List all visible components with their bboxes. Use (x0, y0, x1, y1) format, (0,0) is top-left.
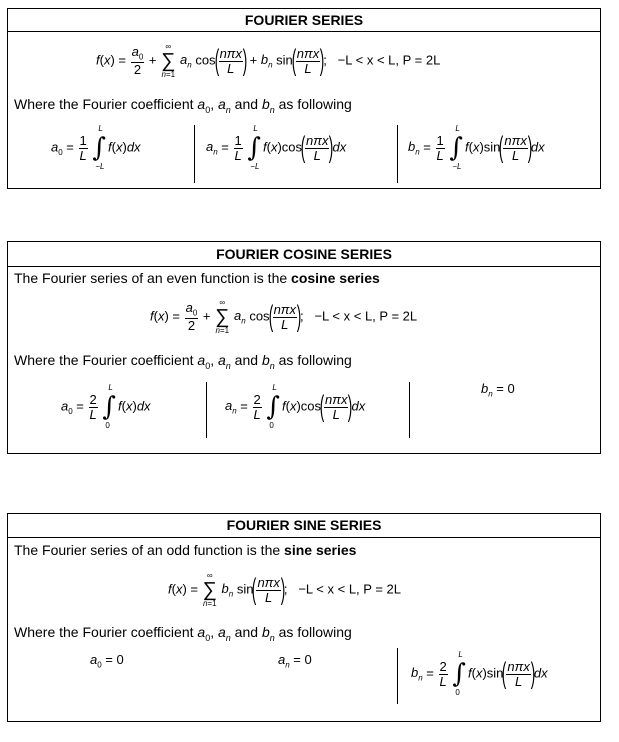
coefficient-intro: Where the Fourier coefficient $a_0$, $a_n$ and $b_n$ as following (14, 352, 352, 371)
main-formula: f(x) = $\frac{a_0}{2}$ + ∞ ∑ n=1 $a_n$ cos( $\frac{\text{nπx}}{L}$ ) + $b_n$ sin( $\frac{\text{nπx}}{L}$ ); −L < x < L, P = 2L (96, 42, 441, 79)
a0-formula: $a_0 = 0$ (90, 652, 124, 670)
section-title: FOURIER COSINE SERIES (8, 242, 600, 267)
an-formula: $a_n = 0$ (278, 652, 312, 670)
an-formula: $a_n$ = $\frac{1}{L}$ ∫ L −L f(x)cos( $\frac{\text{nπx}}{L}$ )dx (206, 124, 347, 171)
main-formula: f(x) = $\frac{a_0}{2}$ + ∞ ∑ n=1 $a_n$ cos( $\frac{\text{nπx}}{L}$ ); −L < x < L, P = 2L (150, 298, 418, 335)
bn-formula: $b_n$ = $\frac{2}{L}$ ∫ L 0 f(x)sin( $\frac{\text{nπx}}{L}$ )dx (411, 650, 548, 697)
fourier-sine-series-box (7, 513, 601, 722)
bn-formula: $b_n = 0$ (481, 381, 515, 399)
series-description: The Fourier series of an even function is the cosine series (14, 270, 380, 286)
fourier-series-box (7, 8, 601, 189)
a0-formula: $a_0$ = $\frac{1}{L}$ ∫ L −L f(x)dx (51, 124, 141, 171)
range-text: −L < x < L, P = 2L (314, 308, 418, 324)
series-description: The Fourier series of an odd function is the sine series (14, 542, 357, 558)
range-text: −L < x < L, P = 2L (337, 52, 441, 68)
fourier-cosine-series-box (7, 241, 601, 454)
a0-formula: $a_0$ = $\frac{2}{L}$ ∫ L 0 f(x)dx (61, 383, 151, 430)
divider (409, 382, 410, 438)
section-title: FOURIER SINE SERIES (8, 514, 600, 538)
divider (397, 125, 398, 183)
divider (194, 125, 195, 183)
an-formula: $a_n$ = $\frac{2}{L}$ ∫ L 0 f(x)cos( $\frac{\text{nπx}}{L}$ )dx (225, 383, 366, 430)
divider (206, 382, 207, 438)
coefficient-intro: Where the Fourier coefficient $a_0$, $a_n$ and $b_n$ as following (14, 96, 352, 115)
range-text: −L < x < L, P = 2L (298, 581, 401, 597)
bn-formula: $b_n$ = $\frac{1}{L}$ ∫ L −L f(x)sin( $\frac{\text{nπx}}{L}$ )dx (408, 124, 545, 171)
main-formula: f(x) = ∞ ∑ n=1 $b_n$ sin( $\frac{\text{nπx}}{L}$ ); −L < x < L, P = 2L (168, 571, 401, 608)
section-title: FOURIER SERIES (8, 9, 600, 32)
coefficient-intro: Where the Fourier coefficient $a_0$, $a_n$ and $b_n$ as following (14, 624, 352, 643)
divider (397, 648, 398, 704)
